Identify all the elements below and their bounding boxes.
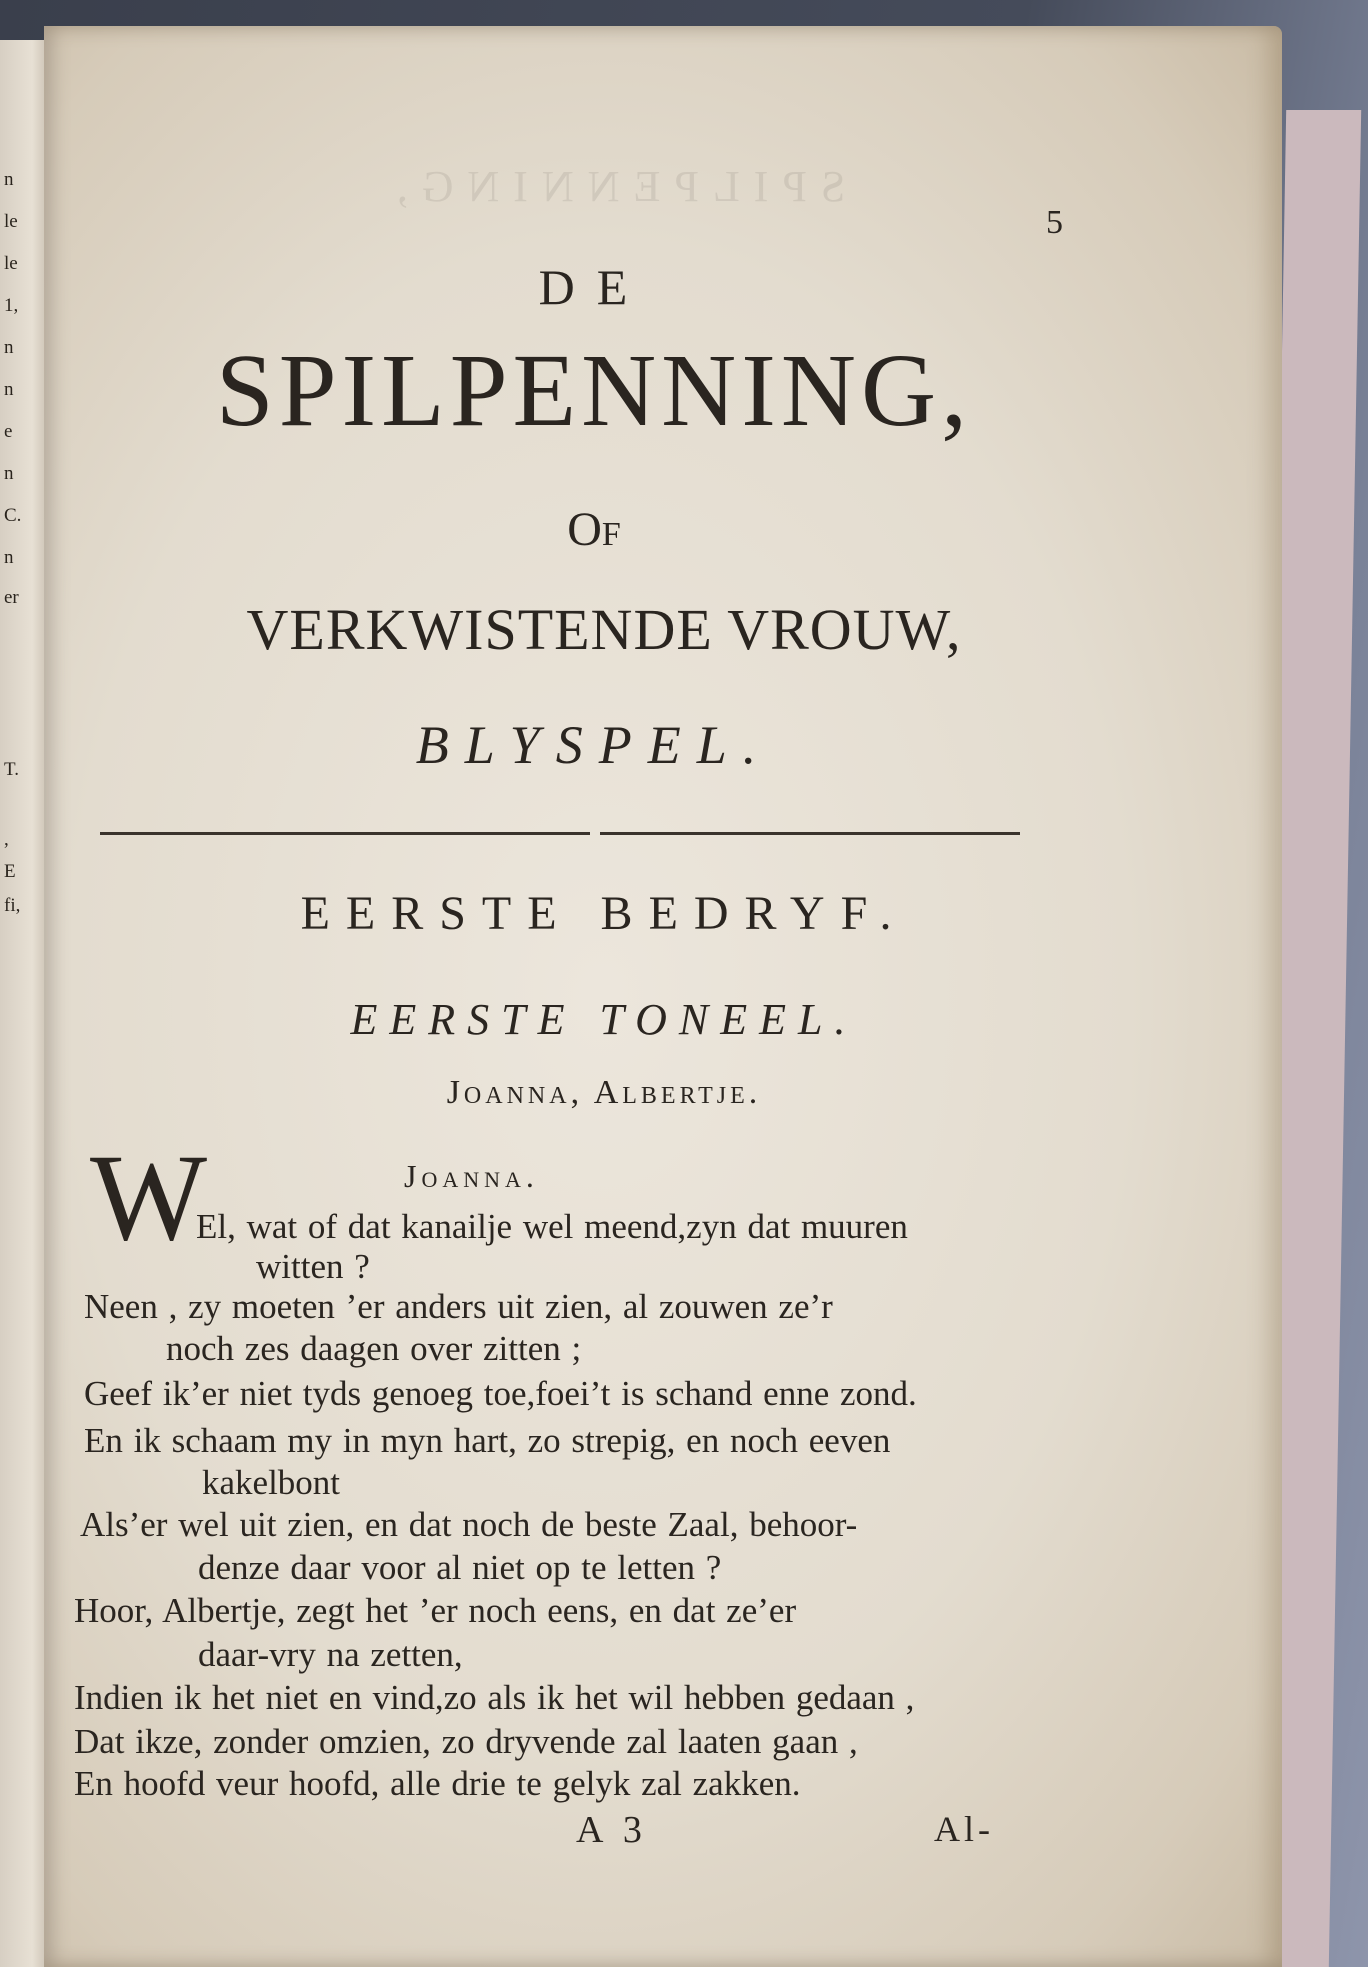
title-subtitle: VERKWISTENDE VROUW, [246, 597, 962, 662]
title-of: Of [567, 503, 621, 556]
catchword: Al- [934, 1809, 994, 1849]
verse-line: Indien ik het niet en vind,zo als ik het wil hebben gedaan , [74, 1678, 915, 1717]
left-page-fragment: fi, [4, 895, 21, 916]
characters-line: Joanna, Albertje. [446, 1074, 762, 1111]
verse-line: Geef ik’er niet tyds genoeg toe,foei’t is schand enne zond. [84, 1374, 917, 1413]
verse-line: daar-vry na zetten, [198, 1635, 463, 1674]
verse-line: kakelbont [202, 1463, 341, 1502]
act-heading: EERSTE BEDRYF. [300, 887, 908, 940]
page-number: 5 [1046, 204, 1063, 241]
left-page-fragment: n [4, 169, 14, 190]
left-page-fragment: C. [4, 505, 22, 526]
verse-line: En ik schaam my in myn hart, zo strepig, en noch eeven [84, 1421, 891, 1460]
left-page-fragment: er [4, 587, 19, 608]
verse-line: En hoofd veur hoofd, alle drie te gelyk zal zakken. [74, 1764, 801, 1803]
divider-rule-right [600, 832, 1020, 835]
title-line-de: DE [538, 259, 650, 315]
left-page-fragment: n [4, 379, 14, 400]
divider-rule-left [100, 832, 590, 835]
left-page-fragment: E [4, 861, 16, 882]
bleed-through: SPILPENNING, [382, 162, 846, 211]
left-page-fragment: , [4, 829, 9, 850]
verse-line: Dat ikze, zonder omzien, zo dryvende zal laaten gaan , [74, 1722, 858, 1761]
verse-line: Hoor, Albertje, zegt het ’er noch eens, en dat ze’er [74, 1591, 797, 1630]
verse-line: witten ? [256, 1247, 370, 1286]
left-page-fragment: n [4, 337, 14, 358]
left-page-fragment: n [4, 463, 14, 484]
left-page-fragment: e [4, 421, 13, 442]
signature-mark: A 3 [576, 1809, 648, 1851]
title-genre: BLYSPEL. [415, 715, 773, 775]
verse-line: El, wat of dat kanailje wel meend,zyn dat muuren [196, 1207, 908, 1246]
speaker-name: Joanna. [404, 1158, 539, 1194]
left-page-fragment: T. [4, 759, 19, 780]
left-page-fragment: le [4, 253, 18, 274]
title-main: SPILPENNING, [215, 333, 973, 448]
book-page [44, 26, 1282, 1967]
scene-heading: EERSTE TONEEL. [350, 995, 858, 1044]
verse-line: denze daar voor al niet op te letten ? [198, 1548, 722, 1587]
left-page-fragment: n [4, 547, 14, 568]
left-page-edge [0, 40, 48, 1967]
verse-line: noch zes daagen over zitten ; [166, 1329, 582, 1368]
left-page-fragment: 1, [4, 295, 19, 316]
verse-line: Als’er wel uit zien, en dat noch de beste Zaal, behoor- [80, 1505, 858, 1544]
drop-cap: W [90, 1129, 208, 1266]
verse-line: Neen , zy moeten ’er anders uit zien, al zouwen ze’r [84, 1287, 833, 1326]
left-page-fragment: le [4, 211, 18, 232]
